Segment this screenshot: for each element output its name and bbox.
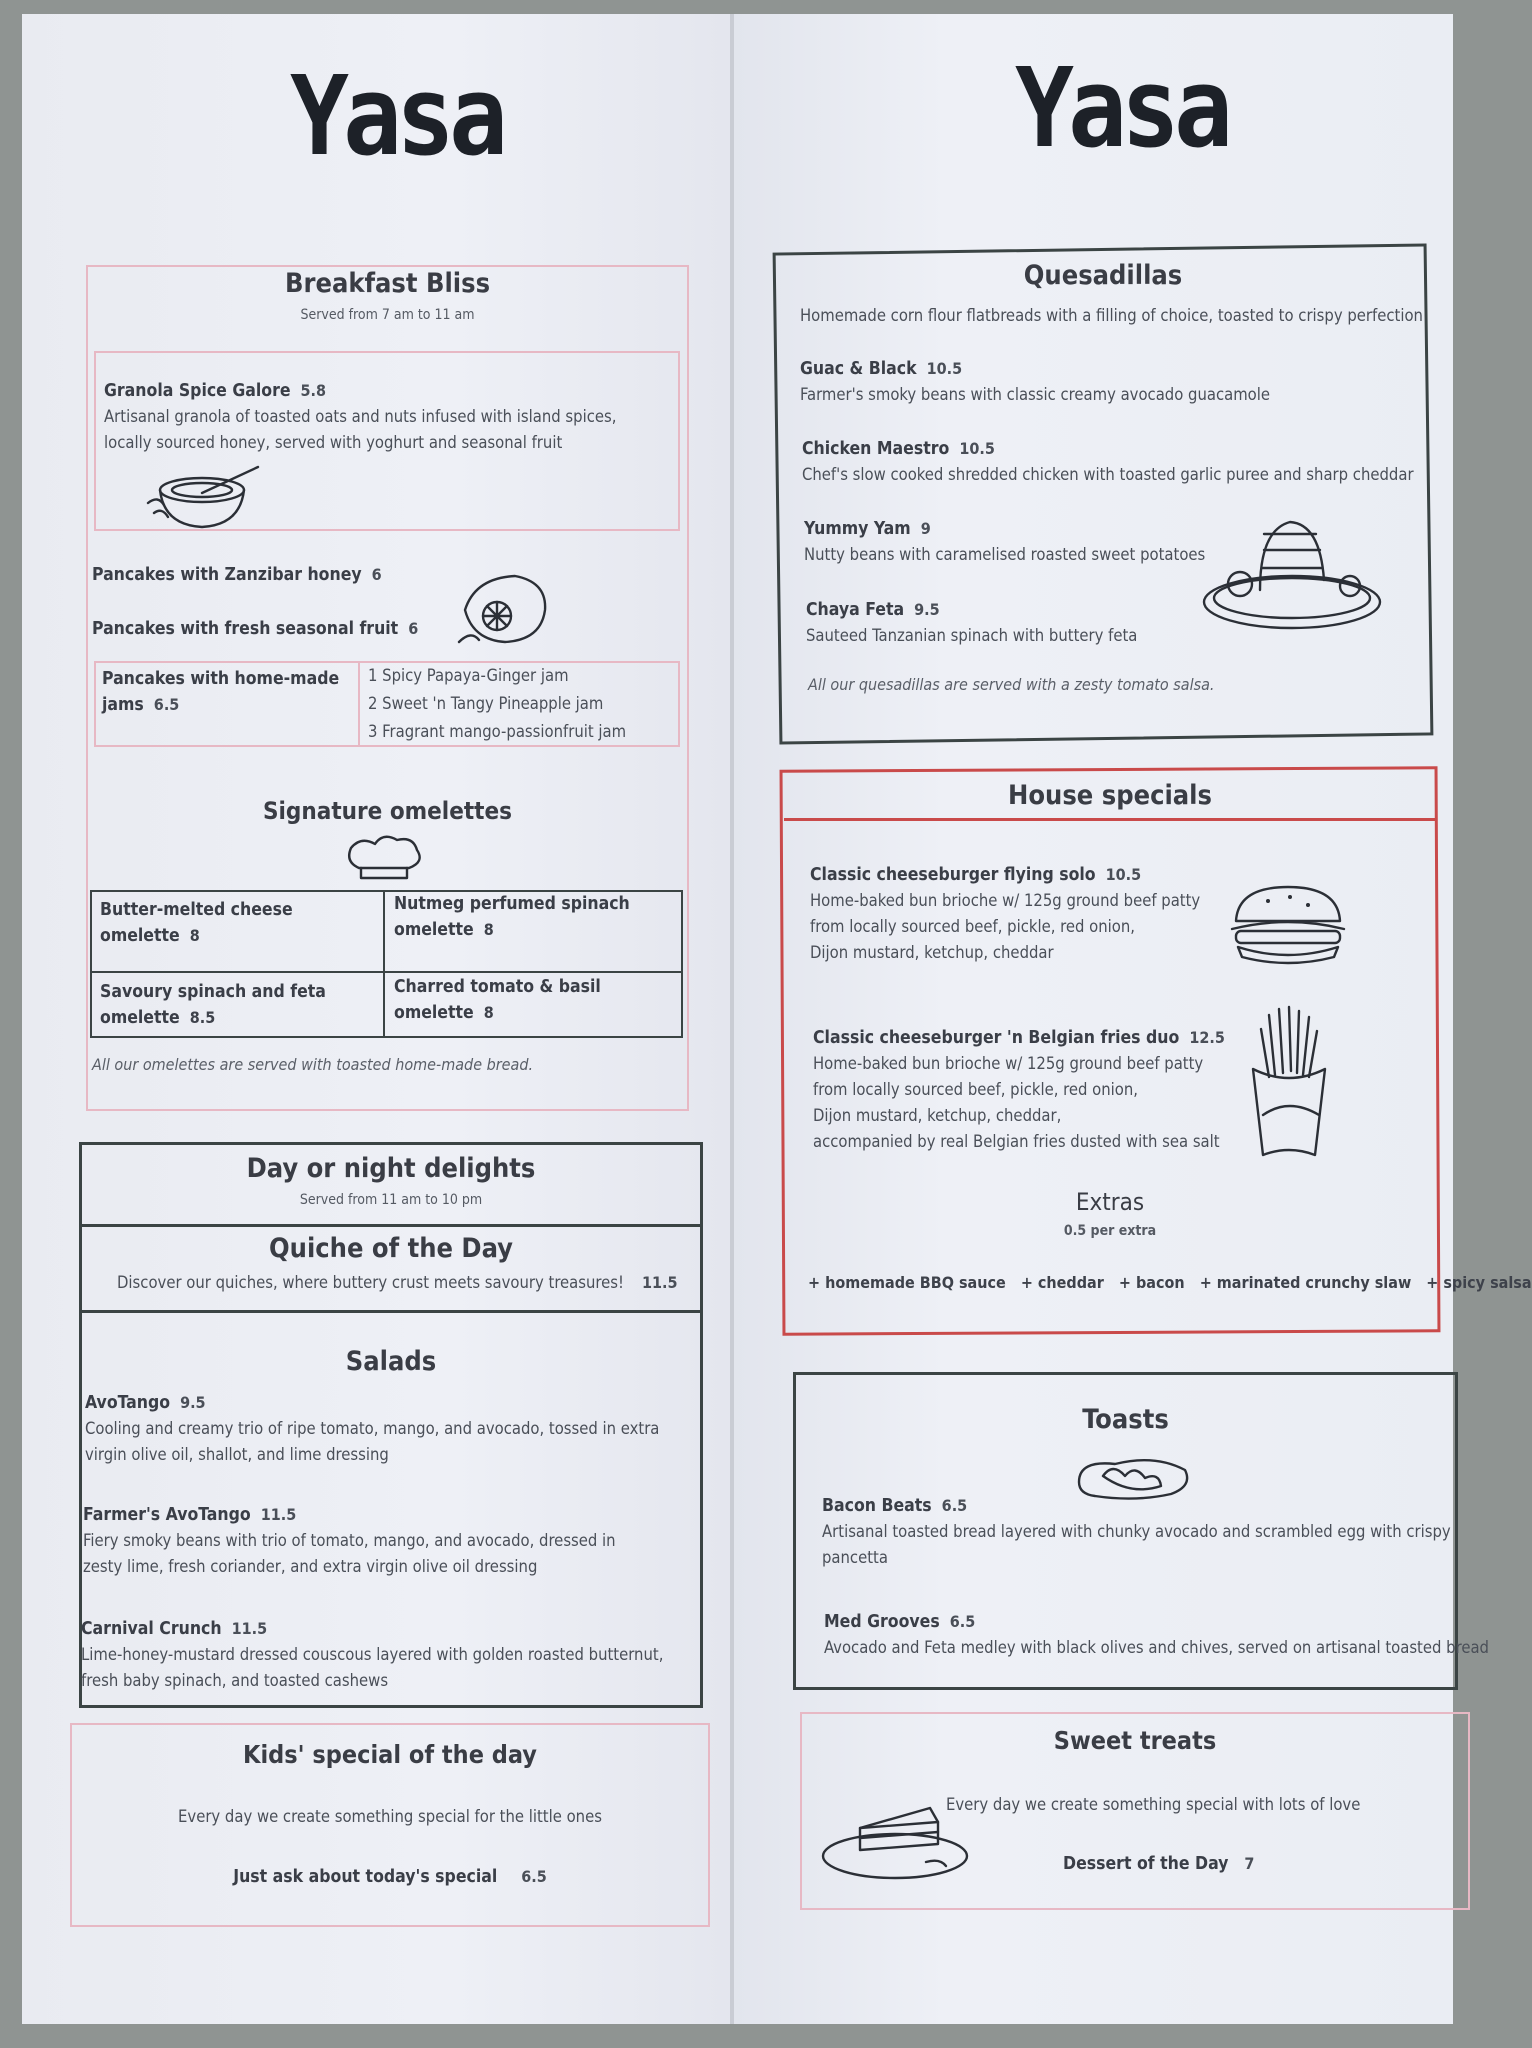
jam-option: 1 Spicy Papaya-Ginger jam — [368, 666, 569, 685]
toast-item — [824, 1609, 1489, 1661]
item-name: Classic cheeseburger 'n Belgian fries duo — [813, 1028, 1180, 1048]
salad-item — [85, 1390, 659, 1468]
item-desc: Sauteed Tanzanian spinach with buttery feta — [806, 626, 1138, 645]
menu-fold — [730, 14, 734, 2024]
kids-desc — [70, 1804, 710, 1830]
item-price: 6 — [371, 565, 382, 584]
item-desc: from locally sourced beef, pickle, red onion, — [810, 917, 1135, 936]
jam-option: 3 Fragrant mango-passionfruit jam — [368, 722, 627, 741]
item-name: Guac & Black — [800, 359, 917, 379]
item-desc: Artisanal granola of toasted oats and nuts infused with island spices, — [104, 407, 617, 426]
item-price: 8 — [483, 1003, 494, 1022]
item-name: omelette — [100, 1008, 180, 1028]
jam-list — [368, 662, 626, 746]
item-price: 10.5 — [1105, 865, 1142, 884]
item-desc: Cooling and creamy trio of ripe tomato, mango, and avocado, tossed in extra — [85, 1419, 660, 1438]
item-desc: Discover our quiches, where buttery crust meets savoury treasures! — [117, 1273, 624, 1292]
house-specials-title: House specials — [1008, 780, 1212, 811]
item-desc: Chef's slow cooked shredded chicken with toasted garlic puree and sharp cheddar — [802, 465, 1414, 484]
pancakes-honey-item — [92, 562, 382, 588]
breakfast-subtitle: Served from 7 am to 11 am — [300, 307, 475, 323]
item-name: Bacon Beats — [822, 1496, 932, 1516]
sweet-treats-desc — [946, 1792, 1360, 1818]
item-name: jams — [102, 695, 144, 715]
item-desc: Home-baked bun brioche w/ 125g ground beef patty — [813, 1054, 1204, 1073]
item-name: Carnival Crunch — [81, 1619, 222, 1639]
item-desc: pancetta — [822, 1548, 888, 1567]
kids-title: Kids' special of the day — [243, 1740, 537, 1769]
quesadilla-item — [804, 516, 1205, 568]
pancakes-fruit-item — [92, 616, 418, 642]
jam-option: 2 Sweet 'n Tangy Pineapple jam — [368, 694, 604, 713]
item-desc: Dijon mustard, ketchup, cheddar, — [813, 1106, 1062, 1125]
salad-item — [81, 1616, 663, 1694]
extra-option: + spicy salsa — [1426, 1273, 1532, 1292]
quesadilla-item — [806, 597, 1137, 649]
quesadilla-item — [800, 356, 1270, 408]
granola-item — [104, 378, 616, 456]
item-price: 6 — [408, 619, 419, 638]
item-price: 9 — [920, 519, 931, 538]
omelette-cell — [92, 893, 382, 953]
item-name: Chaya Feta — [806, 600, 905, 620]
item-desc: accompanied by real Belgian fries dusted with sea salt — [813, 1132, 1220, 1151]
cheeseburger-duo-item — [813, 1025, 1225, 1155]
item-price: 8.5 — [189, 1008, 216, 1027]
salad-item — [83, 1502, 616, 1580]
item-name: Yummy Yam — [804, 519, 911, 539]
item-price: 8 — [189, 926, 200, 945]
burger-icon — [1228, 885, 1348, 965]
extra-option: + cheddar — [1020, 1273, 1104, 1292]
dessert-item — [1063, 1851, 1254, 1877]
item-price: 6.5 — [941, 1496, 968, 1515]
item-name: Farmer's AvoTango — [83, 1505, 251, 1525]
omelette-cell — [92, 975, 382, 1035]
item-price: 9.5 — [180, 1393, 206, 1412]
item-name: omelette — [394, 920, 474, 940]
quiche-item — [117, 1270, 678, 1296]
item-name: Nutmeg perfumed spinach — [394, 894, 630, 914]
omelettes-vline — [383, 890, 385, 1038]
extra-option: + bacon — [1118, 1273, 1185, 1292]
sweet-treats-title: Sweet treats — [1053, 1726, 1217, 1755]
quesadillas-title: Quesadillas — [1023, 260, 1183, 291]
extra-option: + marinated crunchy slaw — [1199, 1273, 1412, 1292]
item-name: Just ask about today's special — [233, 1867, 498, 1887]
item-price: 10.5 — [959, 439, 995, 458]
toast-item — [822, 1493, 1451, 1571]
item-price: 11.5 — [260, 1505, 297, 1524]
item-name: Savoury spinach and feta — [100, 982, 326, 1002]
item-name: Med Grooves — [824, 1612, 940, 1632]
item-name: Chicken Maestro — [802, 439, 950, 459]
item-desc: fresh baby spinach, and toasted cashews — [81, 1671, 389, 1690]
brand-logo-left: Yasa — [290, 53, 503, 181]
day-night-title: Day or night delights — [246, 1153, 536, 1184]
chef-hat-icon — [345, 832, 425, 882]
item-name: omelette — [100, 926, 180, 946]
item-desc: Fiery smoky beans with trio of tomato, mango, and avocado, dressed in — [83, 1531, 616, 1550]
salads-title: Salads — [345, 1346, 437, 1377]
item-desc: Avocado and Feta medley with black olives and chives, served on artisanal toasted bread — [824, 1638, 1489, 1657]
jams-divider — [358, 661, 360, 747]
item-desc: Every day we create something special for the little ones — [178, 1807, 602, 1826]
item-desc: locally sourced honey, served with yoghurt and seasonal fruit — [104, 433, 563, 452]
item-desc: zesty lime, fresh coriander, and extra virgin olive oil dressing — [83, 1557, 538, 1576]
item-desc: Dijon mustard, ketchup, cheddar — [810, 943, 1054, 962]
item-price: 11.5 — [641, 1273, 678, 1292]
granola-bowl-icon — [140, 465, 260, 530]
item-price: 6.5 — [521, 1867, 547, 1886]
item-price: 9.5 — [914, 600, 940, 619]
item-desc: from locally sourced beef, pickle, red onion, — [813, 1080, 1138, 1099]
kids-ask — [70, 1864, 710, 1890]
item-name: Granola Spice Galore — [104, 381, 291, 401]
item-name: AvoTango — [85, 1393, 171, 1413]
extra-option: + homemade BBQ sauce — [808, 1273, 1006, 1292]
item-name: Pancakes with Zanzibar honey — [92, 565, 362, 585]
item-price: 10.5 — [926, 359, 963, 378]
item-desc: virgin olive oil, shallot, and lime dressing — [85, 1445, 389, 1464]
item-price: 8 — [483, 920, 494, 939]
omelettes-note: All our omelettes are served with toasted home-made bread. — [92, 1055, 534, 1074]
house-specials-divider — [784, 818, 1436, 821]
item-name: omelette — [394, 1003, 474, 1023]
quesadilla-stack-icon — [1200, 510, 1385, 630]
quiche-divider — [79, 1310, 703, 1313]
day-night-divider — [79, 1224, 703, 1227]
item-name: Butter-melted cheese — [100, 900, 293, 920]
fries-icon — [1245, 1005, 1335, 1160]
omelettes-title: Signature omelettes — [262, 797, 513, 825]
extras-list — [808, 1270, 1532, 1296]
item-desc: Home-baked bun brioche w/ 125g ground beef patty — [810, 891, 1201, 910]
omelette-cell — [386, 887, 681, 947]
item-price: 7 — [1244, 1854, 1255, 1873]
cheesecake-icon — [820, 1792, 970, 1882]
item-price: 11.5 — [231, 1619, 268, 1638]
cheeseburger-solo-item — [810, 862, 1200, 966]
item-desc: Homemade corn flour flatbreads with a filling of choice, toasted to crispy perfection — [800, 306, 1423, 325]
quesadillas-note: All our quesadillas are served with a zesty tomato salsa. — [808, 675, 1215, 694]
item-price: 6.5 — [949, 1612, 976, 1631]
item-desc: Every day we create something special with lots of love — [946, 1795, 1361, 1814]
lemon-icon — [455, 570, 555, 650]
extras-title: Extras — [1075, 1188, 1145, 1216]
item-name: Dessert of the Day — [1063, 1854, 1229, 1874]
day-night-subtitle: Served from 11 am to 10 pm — [299, 1192, 483, 1208]
item-desc: Artisanal toasted bread layered with chunky avocado and scrambled egg with crispy — [822, 1522, 1451, 1541]
item-price: 5.8 — [300, 381, 327, 400]
item-name: Classic cheeseburger flying solo — [810, 865, 1096, 885]
item-price: 6.5 — [153, 695, 180, 714]
item-name: Charred tomato & basil — [394, 977, 601, 997]
item-desc: Farmer's smoky beans with classic creamy avocado guacamole — [800, 385, 1271, 404]
item-name: Pancakes with home-made — [102, 669, 340, 689]
item-name: Pancakes with fresh seasonal fruit — [92, 619, 399, 639]
breakfast-title: Breakfast Bliss — [284, 268, 491, 299]
pancakes-jams-item — [102, 666, 339, 718]
item-desc: Lime-honey-mustard dressed couscous layered with golden roasted butternut, — [81, 1645, 664, 1664]
toasts-title: Toasts — [1082, 1404, 1169, 1435]
brand-logo-right: Yasa — [1015, 45, 1228, 173]
omelette-cell — [386, 970, 681, 1030]
item-price: 12.5 — [1189, 1028, 1225, 1047]
quesadillas-intro — [800, 303, 1423, 329]
quesadilla-item — [802, 436, 1414, 488]
item-desc: Nutty beans with caramelised roasted sweet potatoes — [804, 545, 1206, 564]
quiche-title: Quiche of the Day — [269, 1233, 513, 1264]
extras-subtitle: 0.5 per extra — [1063, 1223, 1157, 1239]
